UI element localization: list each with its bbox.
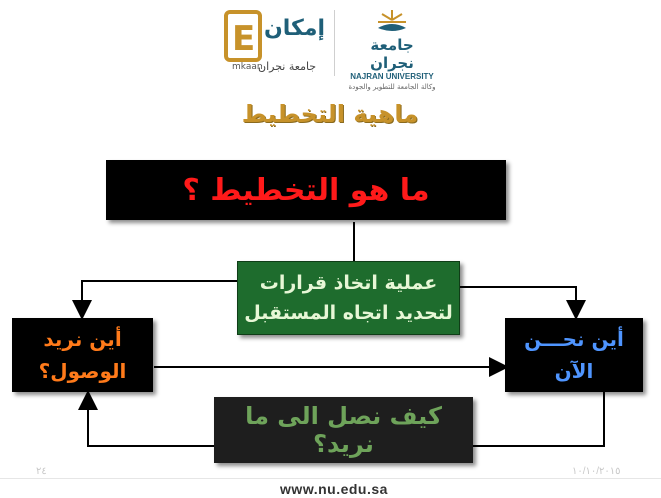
emkaan-subtitle: جامعة نجران	[258, 60, 317, 73]
definition-box	[237, 261, 460, 335]
target-line-1: أين نريد	[43, 327, 122, 351]
najran-arabic: جامعة نجران	[370, 36, 414, 72]
current-line-2: الآن	[554, 359, 594, 383]
target-box	[12, 318, 153, 392]
current-box	[505, 318, 643, 392]
how-text: كيف نصل الى ما نريد؟	[245, 402, 442, 458]
emkaan-arabic: إمكان	[264, 16, 325, 41]
footer-page-number: ٢٤	[36, 466, 47, 477]
footer-url[interactable]: www.nu.edu.sa	[280, 481, 388, 497]
najran-tagline: وكالة الجامعة للتطوير والجودة	[348, 83, 436, 91]
najran-english: NAJRAN UNIVERSITY	[350, 72, 434, 81]
footer-divider	[0, 478, 661, 479]
definition-line-1: عملية اتخاذ قرارات	[259, 272, 438, 294]
definition-to-left-arrow	[82, 281, 238, 316]
main-question-text: ما هو التخطيط ؟	[182, 172, 430, 208]
main-question-box	[106, 160, 506, 220]
target-line-2: الوصول؟	[38, 359, 127, 383]
how-box	[214, 397, 473, 463]
svg-text:E: E	[232, 19, 256, 59]
emkaan-latin: mkaan	[232, 62, 263, 72]
definition-line-2: لتحديد اتجاه المستقبل	[244, 302, 453, 324]
current-line-1: أين نحـــن	[524, 327, 624, 351]
slide-title: ماهية التخطيط	[241, 100, 419, 128]
footer-date: ١٠/١٠/٢٠١٥	[572, 466, 621, 477]
definition-to-right-arrow	[458, 287, 576, 316]
